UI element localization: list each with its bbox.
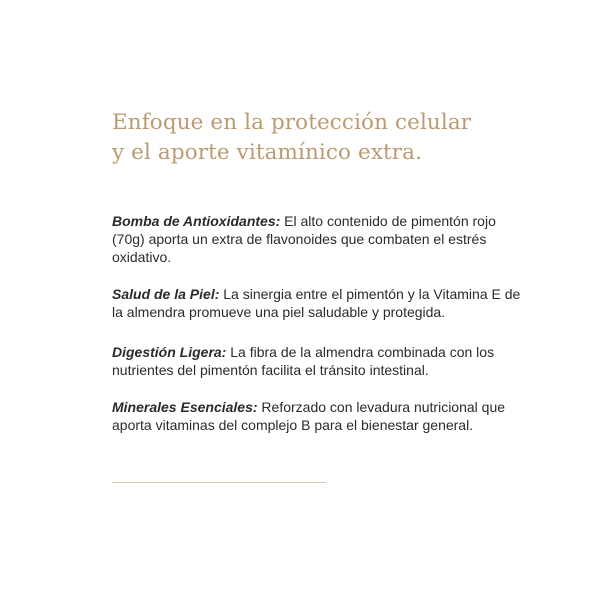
divider-line — [112, 482, 326, 483]
headline-line-2: y el aporte vitamínico extra. — [112, 140, 423, 165]
headline-line-1: Enfoque en la protección celular — [112, 110, 472, 135]
benefit-antioxidants — [112, 212, 532, 266]
headline — [112, 108, 532, 168]
benefit-minerals — [112, 398, 532, 434]
benefit-label: Minerales Esenciales: — [112, 399, 258, 415]
benefit-text: Reforzado con levadura nutricional que aporta vitaminas del complejo B para el bienestar general. — [112, 399, 506, 433]
benefit-text: El alto contenido de pimentón rojo (70g) aporta un extra de flavonoides que combaten el estrés oxidativo. — [112, 213, 496, 265]
benefit-text: La fibra de la almendra combinada con los nutrientes del pimentón facilita el tránsito intestinal. — [112, 344, 495, 378]
benefit-label: Digestión Ligera: — [112, 344, 227, 360]
benefit-text: La sinergia entre el pimentón y la Vitamina E de la almendra promueve una piel saludable y protegida. — [112, 286, 521, 320]
benefit-digestion — [112, 343, 532, 379]
benefit-label: Salud de la Piel: — [112, 286, 220, 302]
benefits-section — [112, 108, 532, 453]
benefit-label: Bomba de Antioxidantes: — [112, 213, 281, 229]
benefit-skin-health — [112, 285, 532, 321]
